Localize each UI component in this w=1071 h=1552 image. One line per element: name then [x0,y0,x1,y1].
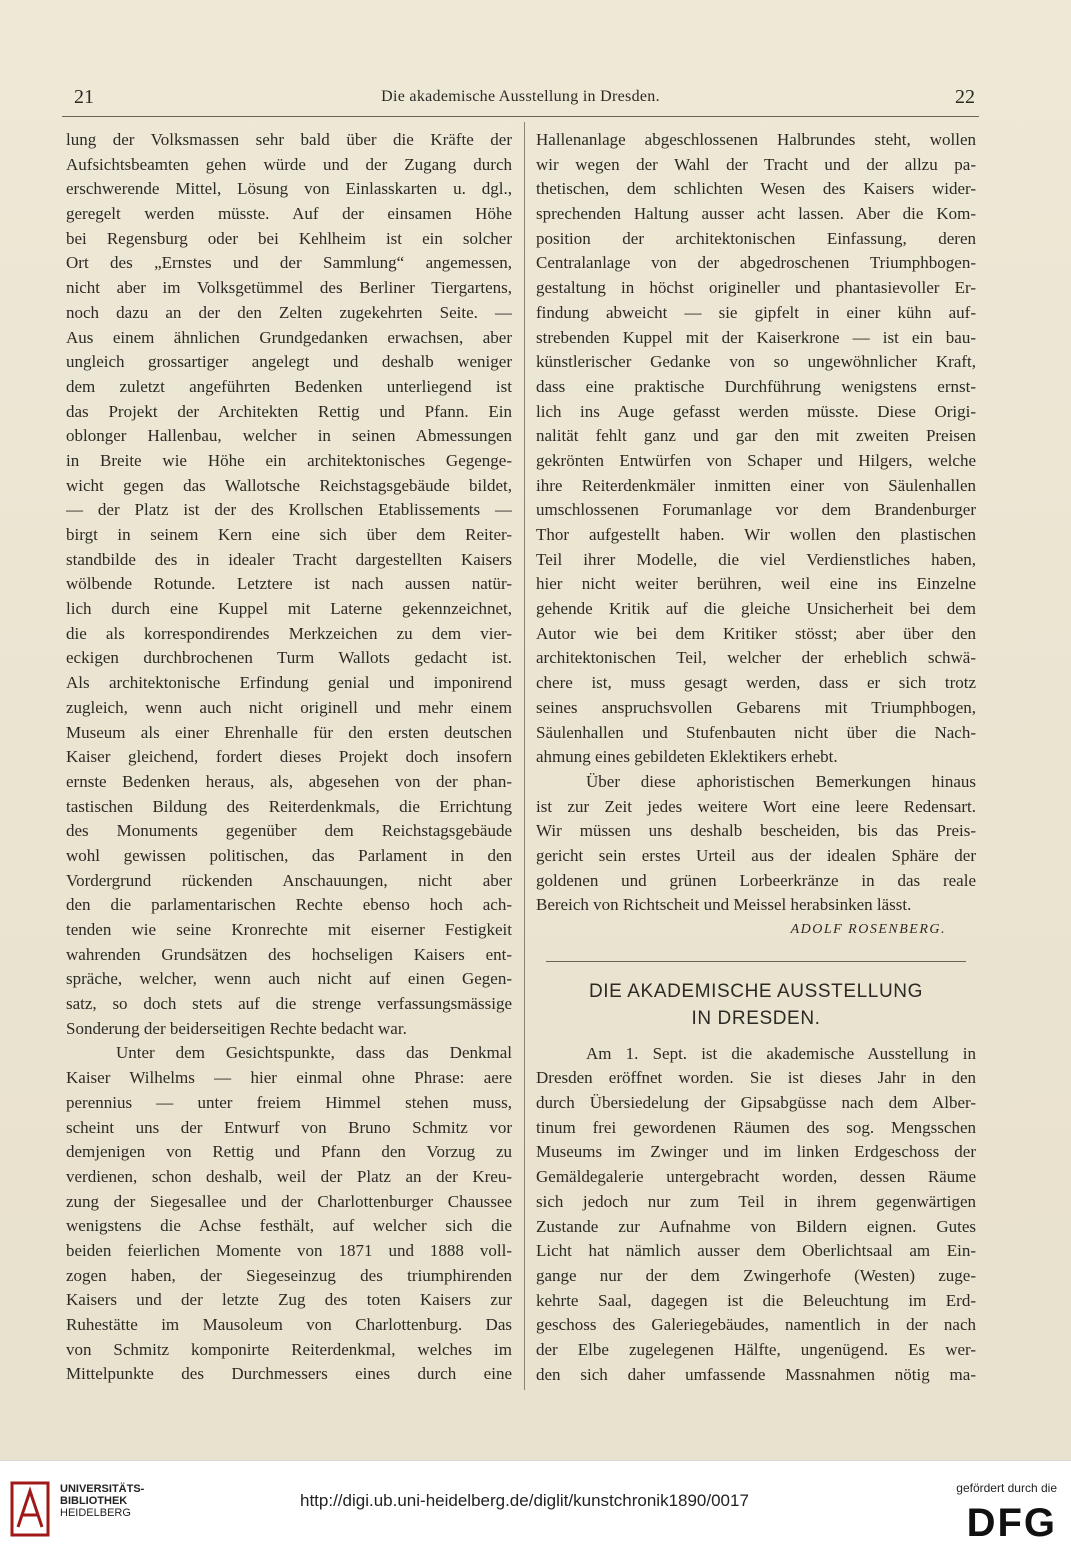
page-number-right: 22 [955,86,975,108]
text-line: des Monuments gegenüber dem Reichstagsgebäude [66,821,512,841]
text-line: sprechenden Haltung ausser acht lassen. Aber die Kom- [536,204,976,224]
text-line: noch dazu an der den Zelten zugekehrten Seite. — [66,302,512,322]
text-line: in Breite wie Höhe ein architektonisches Gegenge- [66,450,512,470]
text-line: nalität fehlt ganz und gar den mit zweiten Preisen [536,426,976,446]
text-line: das Projekt der Architekten Rettig und Pfann. Ein [66,401,512,421]
text-line: Dresden eröffnet worden. Sie ist dieses Jahr in den [536,1068,976,1088]
text-line: wenigstens die Achse festhält, auf welcher sich die [66,1216,512,1236]
text-line: Mittelpunkte des Durchmessers eines durch eine [66,1364,512,1384]
text-line: nicht aber im Volksgetümmel des Berliner Tiergartens, [66,278,512,298]
footer-bar [0,1460,1071,1552]
text-line: spräche, welcher, wenn auch nicht auf einen Gegen- [66,969,512,989]
text-line: Teil ihrer Modelle, die viel Verdienstliches haben, [536,549,976,569]
text-line: wicht gegen das Wallotsche Reichstagsgebäude bildet, [66,475,512,495]
text-line: von Schmitz komponirte Reiterdenkmal, welches im [66,1339,512,1359]
text-line: geregelt werden müsste. Auf der einsamen Höhe [66,204,512,224]
text-line: gekrönten Entwürfen von Schaper und Hilgers, welche [536,450,976,470]
text-line: gestaltung in höchst origineller und phantasievoller Er- [536,278,976,298]
text-line: sich jedoch nur zum Teil in ihrem gegenwärtigen [536,1191,976,1211]
text-line: den die parlamentarischen Rechte ebenso hoch ach- [66,895,512,915]
section-separator [546,961,966,962]
text-line: geschoss des Galeriegebäudes, namentlich in der nach [536,1315,976,1335]
text-line: Sonderung der beiderseitigen Rechte bedacht war. [66,1018,407,1038]
text-line: erschwerende Mittel, Lösung von Einlasskarten u. dgl., [66,179,512,199]
text-line: findung abweicht — sie gipfelt in einer kühn auf- [536,302,976,322]
section-title-line-2: IN DRESDEN. [691,1007,821,1029]
text-line: umschlossenen Forumanlage vor dem Brandenburger [536,500,976,520]
text-line: Unter dem Gesichtspunkte, dass das Denkmal [116,1043,512,1063]
text-line: tastischen Bildung des Reiterdenkmals, die Errichtung [66,796,512,816]
text-line: dem zuletzt angeführten Bedenken unterliegend ist [66,376,512,396]
text-line: Kaisers und der letzte Zug des toten Kaisers zur [66,1290,512,1310]
text-line: ist zur Zeit jedes weitere Wort eine leere Redensart. [536,796,976,816]
text-line: ahmung eines gebildeten Eklektikers erhebt. [536,747,838,767]
text-line: wohl gewissen politischen, das Parlament in den [66,845,512,865]
text-line: beiden feierlichen Momente von 1871 und 1888 voll- [66,1240,512,1260]
section-title-line-1: DIE AKADEMISCHE AUSSTELLUNG [588,980,923,1002]
text-line: der Elbe zugelegenen Hälfte, ungenügend. Es wer- [536,1339,976,1359]
text-line: position der architektonischen Einfassung, deren [536,228,976,248]
text-line: seines anspruchsvollen Gebarens mit Triumphbogen, [536,697,976,717]
text-line: Kaiser gleichend, fordert dieses Projekt doch insofern [66,747,512,767]
text-line: kehrte Saal, dagegen ist die Beleuchtung im Erd- [536,1290,976,1310]
text-line: Ort des „Ernstes und der Sammlung“ angemessen, [66,253,512,273]
text-line: oblonger Hallenbau, welcher in seinen Abmessungen [66,426,512,446]
right-column-new-article [536,1042,976,1388]
text-line: verdienen, schon deshalb, weil der Platz an der Kreu- [66,1166,512,1186]
text-line: gange nur der dem Zwingerhofe (Westen) zuge- [536,1265,976,1285]
text-line: chere ist, muss gesagt werden, dass er sich trotz [536,673,976,693]
text-line: Aus einem ähnlichen Grundgedanken erwachsen, aber [66,327,512,347]
text-line: scheint uns der Entwurf von Bruno Schmitz vor [66,1117,512,1137]
funding-label: gefördert durch die [956,1481,1057,1495]
text-line: tenden wie seine Kronrechte mit eiserner Festigkeit [66,920,512,939]
right-column [536,128,976,1387]
text-line: tinum frei gewordenen Räumen des sog. Mengsschen [536,1117,976,1137]
text-line: satz, so doch stets auf die strenge verfassungsmässige [66,994,512,1014]
text-line: eckigen durchbrochenen Turm Wallots gedacht ist. [66,648,512,668]
text-line: gericht sein erstes Urteil aus der idealen Sphäre der [536,845,976,865]
text-line: Licht hat nämlich ausser dem Oberlichtsaal am Ein- [536,1241,976,1261]
text-line: Gemäldegalerie untergebracht worden, dessen Räume [536,1167,976,1187]
text-line: die als korrespondirendes Merkzeichen zu dem vier- [66,623,512,643]
text-line: — der Platz ist der des Krollschen Etablissements — [66,500,512,520]
text-line: architektonischen Teil, welcher der erheblich schwä- [536,648,976,668]
text-line: künstlerischer Gedanke von so ungewöhnlicher Kraft, [536,352,976,372]
left-column [66,128,512,1387]
text-line: perennius — unter freiem Himmel stehen muss, [66,1092,512,1112]
text-line: Museum als einer Ehrenhalle für den ersten deutschen [66,722,512,742]
text-line: Am 1. Sept. ist die akademische Ausstellung in [586,1043,976,1063]
text-line: hier nicht weiter berühren, weil eine ins Einzelne [536,574,976,594]
text-line: Hallenanlage abgeschlossenen Halbrundes steht, wollen [536,130,976,149]
source-url-link[interactable]: http://digi.ub.uni-heidelberg.de/diglit/kunstchronik1890/0017 [300,1491,749,1510]
text-line: zung der Siegesallee und der Charlottenburger Chaussee [66,1191,512,1211]
text-line: zugleich, wenn auch nicht originell und mehr einem [66,697,512,717]
text-line: bei Regensburg oder bei Kehlheim ist ein solcher [66,228,512,248]
text-line: goldenen und grünen Lorbeerkränze in das reale [536,870,976,890]
text-line: dass eine praktische Durchführung wenigstens ernst- [536,376,976,396]
text-line: Als architektonische Erfindung genial und imponirend [66,673,512,693]
text-line: Thor aufgestellt haben. Wir wollen den plastischen [536,525,976,544]
text-line: ernste Bedenken heraus, als, abgesehen von der phan- [66,771,512,791]
dfg-logo: DFG [966,1501,1057,1545]
text-line: Zustande zur Aufnahme von Bildern eignen. Gutes [536,1216,976,1236]
text-line: lung der Volksmassen sehr bald über die Kräfte der [66,130,512,149]
text-line: standbilde des in idealer Tracht dargestellten Kaisers [66,549,512,569]
text-line: demjenigen von Rettig und Pfann den Vorzug zu [66,1142,512,1162]
text-line: Ruhestätte im Mausoleum von Charlottenburg. Das [66,1315,512,1334]
text-line: Museums im Zwinger und im linken Erdgeschoss der [536,1142,976,1162]
author-signature: ADOLF ROSENBERG. [790,922,946,937]
text-line: wir wegen der Wahl der Tracht und der allzu pa- [536,154,976,174]
text-line: Säulenhallen und Stufenbauten nicht über die Nach- [536,722,976,742]
university-library-logo-icon [10,1479,50,1539]
text-line: strebenden Kuppel mit der Kaiserkrone — ist ein bau- [536,327,976,347]
text-line: wahrenden Grundsätzen des hochseligen Kaisers ent- [66,944,512,964]
text-line: ungleich grossartiger angelegt und deshalb weniger [66,352,512,372]
text-line: durch Übersiedelung der Gipsabgüsse nach dem Alber- [536,1093,976,1113]
page-header [62,86,979,117]
running-title: Die akademische Ausstellung in Dresden. [381,88,660,105]
text-line: den sich daher umfassende Massnahmen nötig ma- [536,1364,976,1384]
text-line: Aufsichtsbeamten gehen würde und der Zugang durch [66,154,512,174]
text-line: birgt in seinem Kern eine sich über dem Reiter- [66,525,512,544]
text-line: Wir müssen uns deshalb bescheiden, bis das Preis- [536,821,976,841]
text-line: lich ins Auge gefasst werden müsste. Diese Origi- [536,401,976,421]
text-line: Autor wie bei dem Kritiker stösst; aber über den [536,623,976,643]
column-divider [524,122,525,1390]
text-line: Kaiser Wilhelms — hier einmal ohne Phrase: aere [66,1068,512,1088]
text-line: gehende Kritik auf die gleiche Unsicherheit bei dem [536,599,976,619]
text-line: Centralanlage von der abgedroschenen Triumphbogen- [536,253,976,273]
text-line: Bereich von Richtscheit und Meissel herabsinken lässt. [536,895,912,915]
text-line: zogen haben, der Siegeseinzug des triumphirenden [66,1265,512,1285]
right-column-article-end [536,128,976,918]
text-line: Vordergrund rückenden Anschauungen, nicht aber [66,870,512,890]
text-line: lich durch eine Kuppel mit Laterne gekennzeichnet, [66,599,512,619]
text-line: Über diese aphoristischen Bemerkungen hinaus [586,771,976,791]
library-name: UNIVERSITÄTS- BIBLIOTHEK HEIDELBERG [60,1483,145,1519]
text-line: thetischen, dem schlichten Wesen des Kaisers wider- [536,179,976,199]
page-number-left: 21 [74,86,94,108]
text-line: wölbende Rotunde. Letztere ist nach aussen natür- [66,574,512,594]
text-line: ihre Reiterdenkmäler inmitten einer von Säulenhallen [536,475,976,495]
